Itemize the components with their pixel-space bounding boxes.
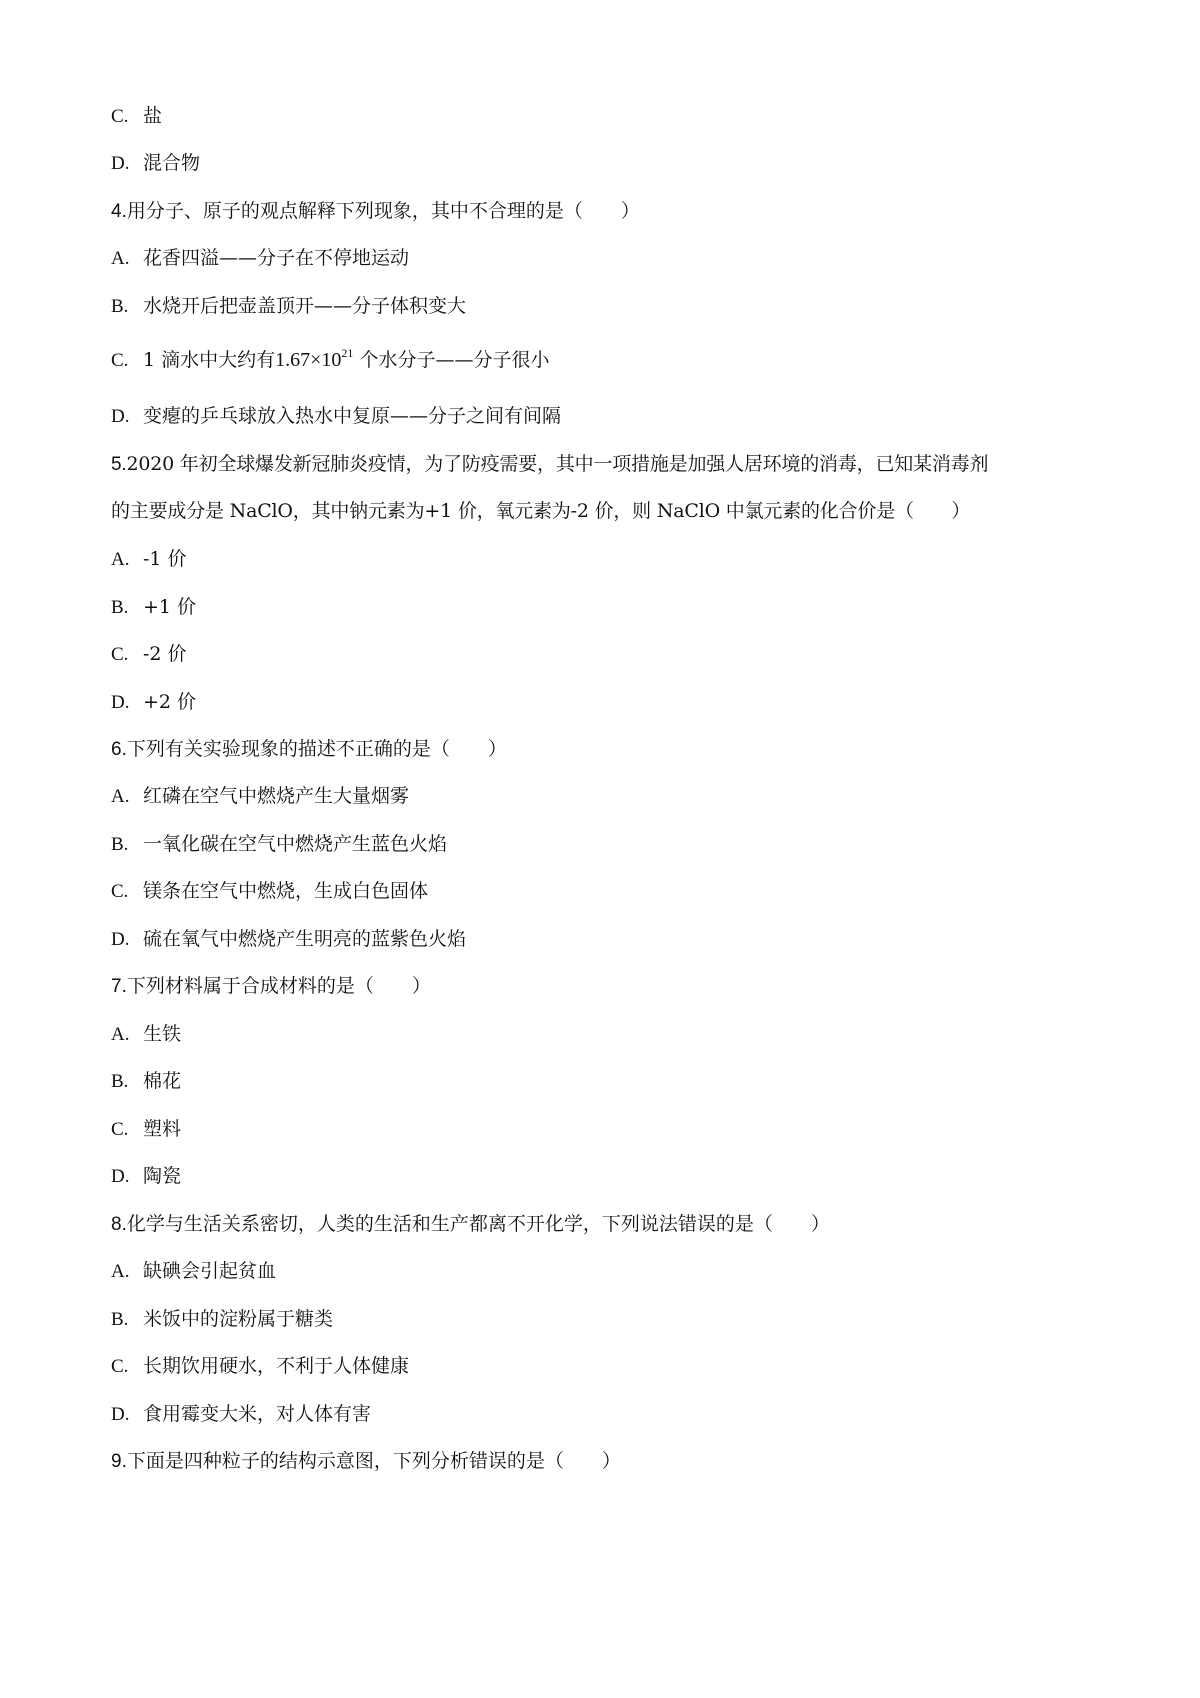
sci-exponent: 21 xyxy=(341,346,354,360)
option-letter: D. xyxy=(111,692,130,713)
q7-option-c xyxy=(111,1116,1100,1143)
question-text: 用分子、原子的观点解释下列现象，其中不合理的是（ ） xyxy=(126,200,640,222)
option-letter: D. xyxy=(111,1166,130,1187)
option-letter: C. xyxy=(111,350,129,371)
option-text: 长期饮用硬水，不利于人体健康 xyxy=(143,1355,410,1377)
q4-option-d xyxy=(111,403,1100,430)
option-text: 食用霉变大米，对人体有害 xyxy=(143,1403,372,1425)
sci-base: 1.67×10 xyxy=(275,349,342,371)
option-text: 混合物 xyxy=(143,152,201,174)
q6-option-c xyxy=(111,878,1100,905)
question-text: 2020 年初全球爆发新冠肺炎疫情，为了防疫需要，其中一项措施是加强人居环境的消毒，已知某消毒剂 xyxy=(126,453,989,475)
q4-option-b xyxy=(111,293,1100,320)
question-text: 下列材料属于合成材料的是（ ） xyxy=(126,975,431,997)
option-letter: D. xyxy=(111,929,130,950)
option-letter: B. xyxy=(111,296,129,317)
question-7 xyxy=(111,973,1100,1000)
q6-option-b xyxy=(111,831,1100,858)
option-text-post: 个水分子——分子很小 xyxy=(353,349,550,371)
scientific-number xyxy=(275,346,354,371)
q3-option-c xyxy=(111,103,1100,130)
option-text: -1 价 xyxy=(143,548,187,570)
q8-option-d xyxy=(111,1401,1100,1428)
option-text: +2 价 xyxy=(143,691,197,713)
option-text: 花香四溢——分子在不停地运动 xyxy=(143,247,410,269)
option-letter: A. xyxy=(111,1024,130,1045)
q6-option-d xyxy=(111,926,1100,953)
q3-option-d xyxy=(111,150,1100,177)
q8-option-a xyxy=(111,1258,1100,1285)
question-text: 化学与生活关系密切，人类的生活和生产都离不开化学，下列说法错误的是（ ） xyxy=(126,1213,830,1235)
question-number: 5. xyxy=(111,454,127,475)
q5-option-b xyxy=(111,594,1100,621)
option-text: 塑料 xyxy=(143,1118,182,1140)
option-letter: C. xyxy=(111,106,129,127)
question-number: 6. xyxy=(111,739,127,760)
question-6 xyxy=(111,736,1100,763)
option-text: 盐 xyxy=(143,105,163,127)
question-text: 下面是四种粒子的结构示意图，下列分析错误的是（ ） xyxy=(126,1450,621,1472)
option-text: 棉花 xyxy=(143,1070,182,1092)
question-number: 7. xyxy=(111,976,127,997)
option-letter: B. xyxy=(111,834,129,855)
option-letter: C. xyxy=(111,881,129,902)
option-letter: B. xyxy=(111,597,129,618)
option-letter: B. xyxy=(111,1071,129,1092)
option-text-pre: 1 滴水中大约有 xyxy=(143,349,276,371)
q5-option-d xyxy=(111,689,1100,716)
option-letter: C. xyxy=(111,1356,129,1377)
q5-option-a xyxy=(111,546,1100,573)
option-text: +1 价 xyxy=(143,596,197,618)
question-number: 8. xyxy=(111,1214,127,1235)
q5-option-c xyxy=(111,641,1100,668)
option-letter: A. xyxy=(111,1261,130,1282)
option-text: 硫在氧气中燃烧产生明亮的蓝紫色火焰 xyxy=(143,928,467,950)
q8-option-b xyxy=(111,1306,1100,1333)
q8-option-c xyxy=(111,1353,1100,1380)
q6-option-a xyxy=(111,783,1100,810)
option-text: 生铁 xyxy=(143,1023,182,1045)
option-text: 红磷在空气中燃烧产生大量烟雾 xyxy=(143,785,410,807)
option-letter: A. xyxy=(111,786,130,807)
option-letter: D. xyxy=(111,1404,130,1425)
question-text: 下列有关实验现象的描述不正确的是（ ） xyxy=(126,738,507,760)
option-letter: A. xyxy=(111,549,130,570)
q4-option-c xyxy=(111,347,1100,374)
option-text: 镁条在空气中燃烧，生成白色固体 xyxy=(143,880,429,902)
option-text: -2 价 xyxy=(143,643,187,665)
question-text: 的主要成分是 NaClO，其中钠元素为+1 价，氧元素为-2 价，则 NaClO 中氯元素的化合价是（ ） xyxy=(111,500,971,522)
option-letter: B. xyxy=(111,1309,129,1330)
question-number: 9. xyxy=(111,1451,127,1472)
question-5-continued xyxy=(111,498,1100,524)
option-text: 缺碘会引起贫血 xyxy=(143,1260,277,1282)
option-letter: D. xyxy=(111,406,130,427)
q7-option-a xyxy=(111,1021,1100,1048)
option-letter: C. xyxy=(111,1119,129,1140)
q7-option-d xyxy=(111,1163,1100,1190)
question-4 xyxy=(111,198,1100,225)
question-number: 4. xyxy=(111,201,127,222)
question-9 xyxy=(111,1448,1100,1475)
option-text: 变瘪的乒乓球放入热水中复原——分子之间有间隔 xyxy=(143,405,562,427)
q7-option-b xyxy=(111,1068,1100,1095)
option-letter: A. xyxy=(111,248,130,269)
option-text: 陶瓷 xyxy=(143,1165,182,1187)
option-letter: D. xyxy=(111,153,130,174)
option-text: 一氧化碳在空气中燃烧产生蓝色火焰 xyxy=(143,833,448,855)
q4-option-a xyxy=(111,245,1100,272)
option-text: 水烧开后把壶盖顶开——分子体积变大 xyxy=(143,295,467,317)
option-letter: C. xyxy=(111,644,129,665)
question-8 xyxy=(111,1211,1100,1238)
option-text: 米饭中的淀粉属于糖类 xyxy=(143,1308,334,1330)
question-5 xyxy=(111,451,1100,478)
